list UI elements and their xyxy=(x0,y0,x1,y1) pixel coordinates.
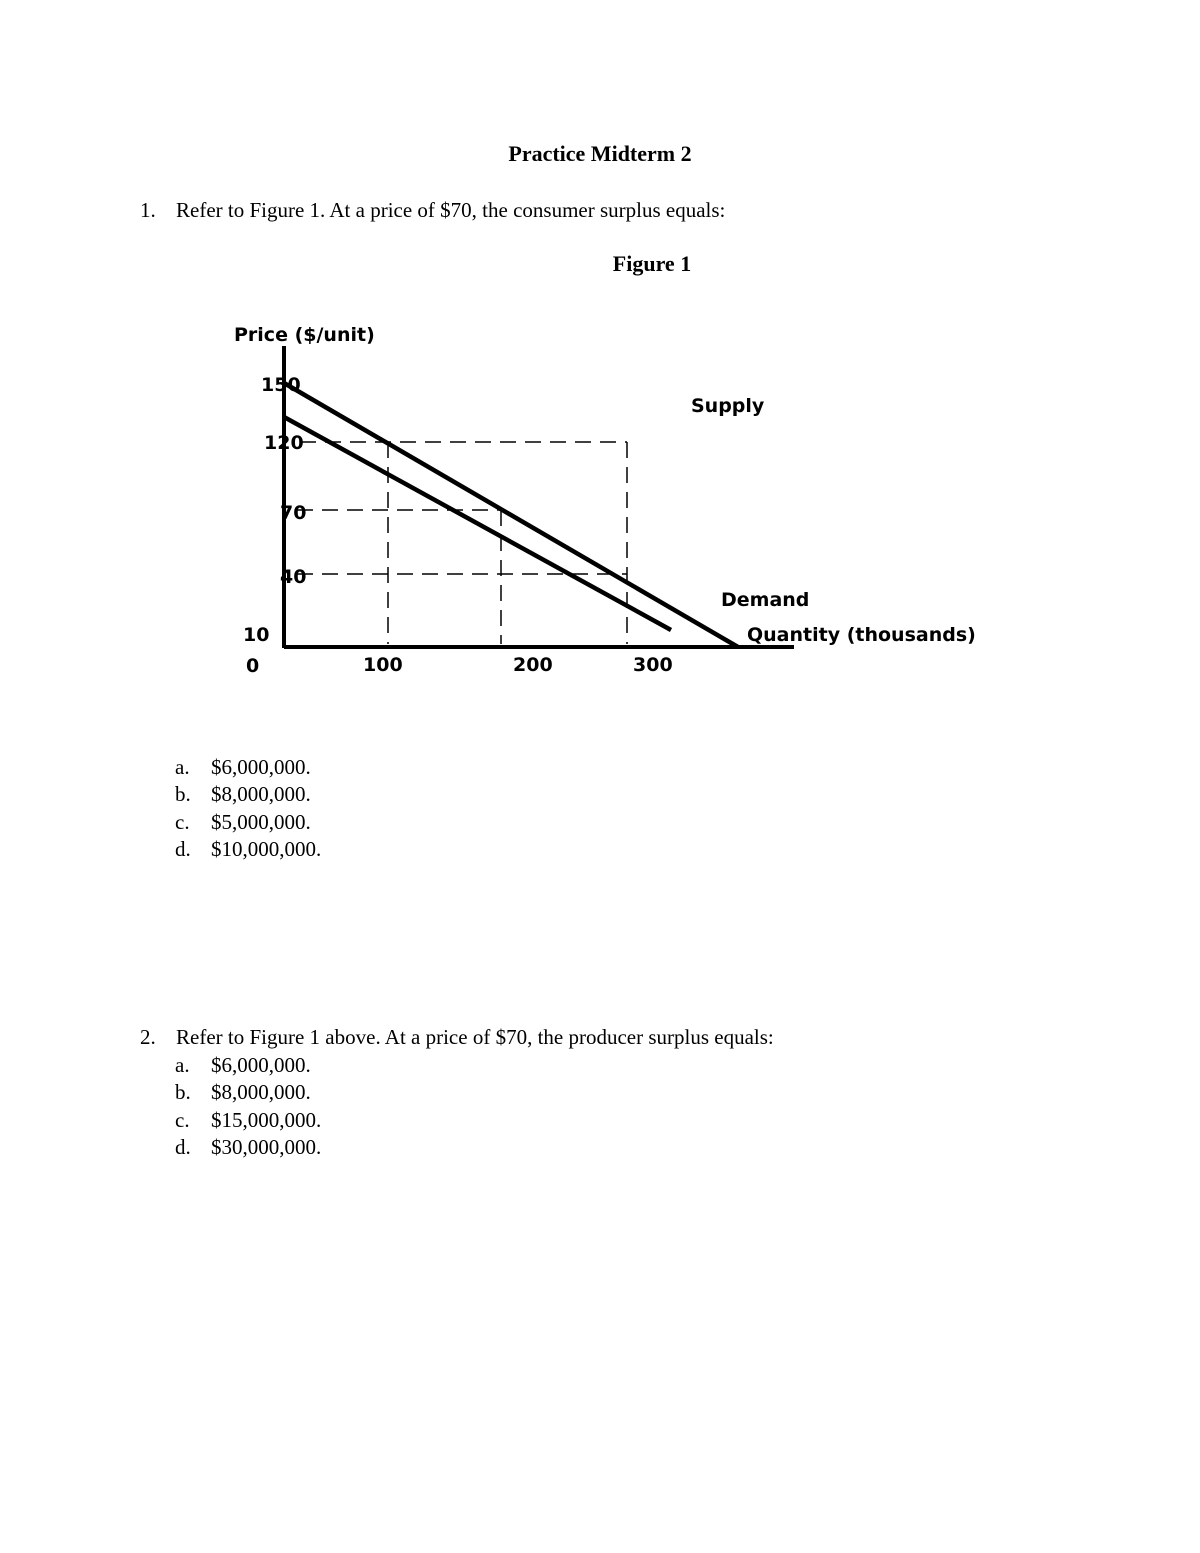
option-letter: b. xyxy=(175,782,191,807)
option-letter: c. xyxy=(175,1107,190,1132)
curve-lower xyxy=(284,417,671,630)
option-2c[interactable] xyxy=(175,1107,321,1134)
option-letter: d. xyxy=(175,837,191,862)
option-1a[interactable] xyxy=(175,754,321,781)
option-text: $6,000,000. xyxy=(211,755,311,779)
dashed-guides xyxy=(297,442,627,644)
x-tick-300: 300 xyxy=(633,654,673,676)
x-tick-200: 200 xyxy=(513,654,553,676)
option-text: $8,000,000. xyxy=(211,1080,311,1105)
option-text: $8,000,000. xyxy=(211,782,311,807)
figure-title: Figure 1 xyxy=(612,251,692,276)
option-text: $30,000,000. xyxy=(211,1135,322,1160)
option-2a[interactable] xyxy=(175,1052,321,1079)
option-2d[interactable] xyxy=(175,1134,321,1161)
y-bottom-label-10: 10 xyxy=(243,624,270,646)
question-1-number: 1. xyxy=(140,198,156,222)
page-title: Practice Midterm 2 xyxy=(508,141,692,166)
option-text: $6,000,000. xyxy=(211,1053,311,1077)
option-letter: a. xyxy=(175,755,190,779)
option-1d[interactable] xyxy=(175,836,321,863)
option-text: $5,000,000. xyxy=(211,809,311,834)
question-2-text: Refer to Figure 1 above. At a price of $70, the producer surplus equals: xyxy=(176,1025,774,1049)
demand-label: Demand xyxy=(721,589,810,611)
x-tick-100: 100 xyxy=(363,654,403,676)
option-letter: d. xyxy=(175,1135,191,1160)
curve-upper xyxy=(284,383,738,647)
y-tick-40: 40 xyxy=(280,566,307,588)
y-tick-150: 150 xyxy=(261,374,301,396)
y-bottom-label-0: 0 xyxy=(246,655,260,677)
question-1-options xyxy=(175,754,321,864)
question-2-options xyxy=(175,1052,321,1162)
option-1c[interactable] xyxy=(175,809,321,836)
x-axis-label: Quantity (thousands) xyxy=(747,624,976,646)
option-text: $10,000,000. xyxy=(211,837,322,862)
y-tick-120: 120 xyxy=(264,432,304,454)
question-2-number: 2. xyxy=(140,1025,156,1049)
option-text: $15,000,000. xyxy=(211,1107,322,1132)
question-2 xyxy=(140,1025,774,1050)
figure-1-graph xyxy=(0,300,1000,700)
option-letter: c. xyxy=(175,809,190,834)
option-letter: a. xyxy=(175,1053,190,1077)
question-1 xyxy=(140,198,725,223)
option-2b[interactable] xyxy=(175,1079,321,1106)
y-axis-label: Price ($/unit) xyxy=(234,324,375,346)
option-letter: b. xyxy=(175,1080,191,1105)
supply-label: Supply xyxy=(691,395,765,417)
option-1b[interactable] xyxy=(175,781,321,808)
y-tick-70: 70 xyxy=(280,502,307,524)
question-1-text: Refer to Figure 1. At a price of $70, the consumer surplus equals: xyxy=(176,198,726,222)
